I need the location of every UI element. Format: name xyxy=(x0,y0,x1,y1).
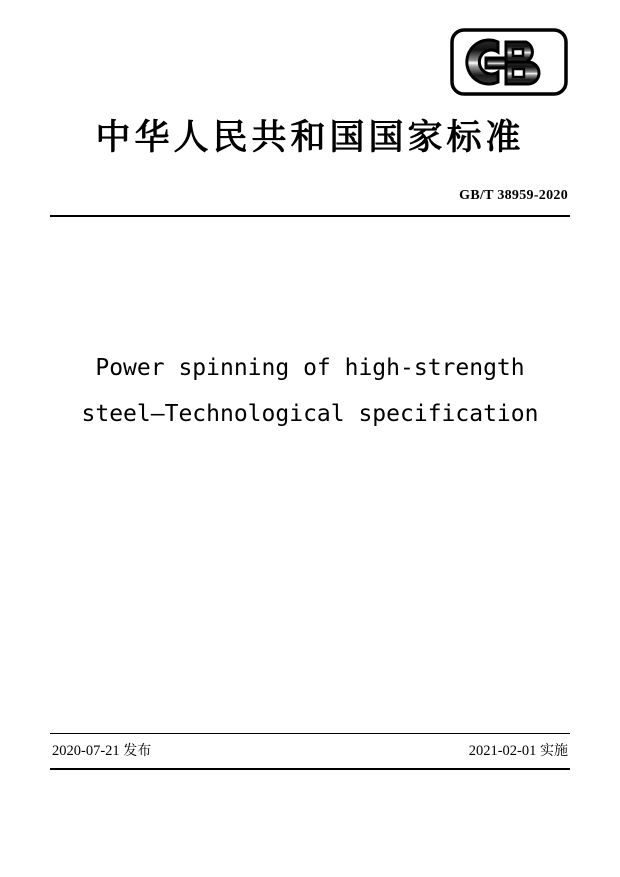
gb-logo xyxy=(450,28,568,96)
national-standard-heading: 中华人民共和国国家标准 xyxy=(95,118,525,158)
issue-date-value: 2020-07-21 xyxy=(52,743,120,759)
implementation-date-label: 实施 xyxy=(540,743,568,759)
footer-divider-bottom xyxy=(50,768,570,770)
implementation-date-value: 2021-02-01 xyxy=(468,743,537,759)
footer-divider-top xyxy=(50,733,570,734)
page-title-line-1: Power spinning of high-strength xyxy=(95,355,525,381)
header-divider xyxy=(50,215,570,217)
page-title-line-2: steel—Technological specification xyxy=(81,401,539,427)
standard-number: GB/T 38959-2020 xyxy=(459,188,568,203)
page-title xyxy=(60,345,560,437)
implementation-date xyxy=(469,740,568,760)
issue-date-label: 发布 xyxy=(123,743,152,759)
issue-date xyxy=(52,740,151,760)
